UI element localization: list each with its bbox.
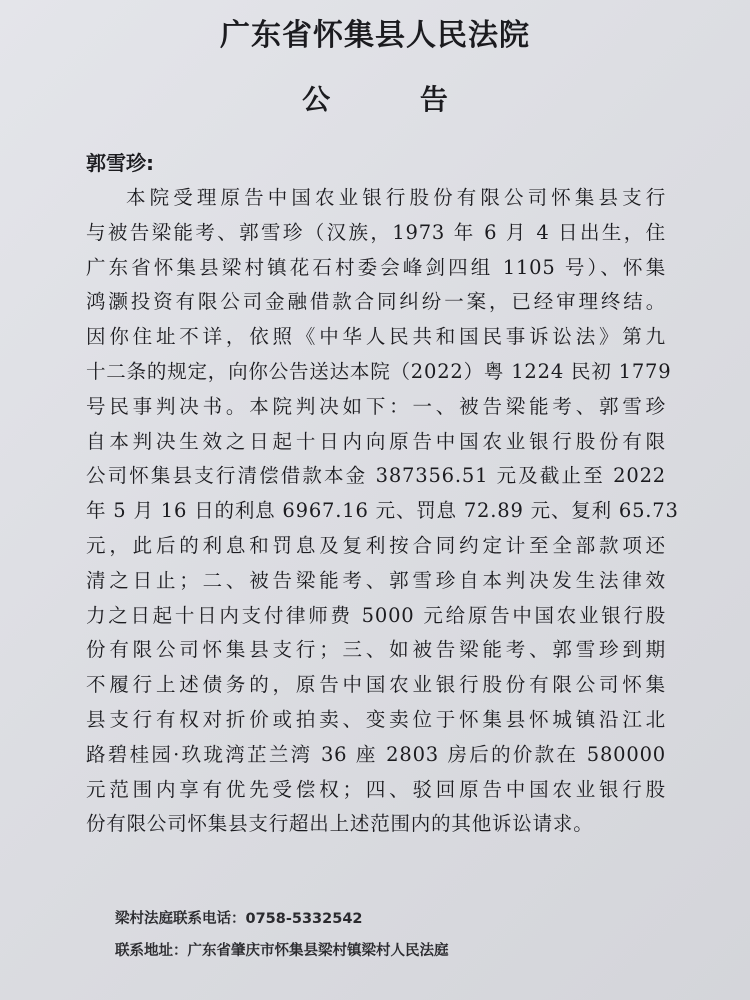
body-line: 号民事判决书。本院判决如下：一、被告梁能考、郭雪珍: [86, 394, 666, 418]
contact-address: 联系地址：广东省肇庆市怀集县梁村镇梁村人民法庭: [115, 943, 449, 959]
court-name-heading: 广东省怀集县人民法院: [220, 18, 530, 53]
body-line: 路碧桂园·玖珑湾芷兰湾 36 座 2803 房后的价款在 580000: [86, 742, 666, 766]
body-line: 自本判决生效之日起十日内向原告中国农业银行股份有限: [86, 429, 666, 453]
contact-phone: 梁村法庭联系电话：0758-5332542: [115, 911, 363, 927]
body-line: 公司怀集县支行清偿借款本金 387356.51 元及截止至 2022: [86, 464, 666, 488]
body-line: 因你住址不详，依照《中华人民共和国民事诉讼法》第九: [86, 325, 666, 349]
addressee: 郭雪珍:: [86, 151, 154, 175]
body-line: 广东省怀集县梁村镇花石村委会峰剑四组 1105 号）、怀集: [86, 255, 666, 279]
body-line: 不履行上述债务的，原告中国农业银行股份有限公司怀集: [86, 673, 666, 697]
body-line: 清之日止；二、被告梁能考、郭雪珍自本判决发生法律效: [86, 568, 666, 592]
body-line: 元，此后的利息和罚息及复利按合同约定计至全部款项还: [86, 533, 666, 557]
body-line: 十二条的规定，向你公告送达本院（2022）粤 1224 民初 1779: [86, 359, 672, 383]
body-line: 与被告梁能考、郭雪珍（汉族，1973 年 6 月 4 日出生，住: [86, 220, 666, 244]
body-line: 鸿灏投资有限公司金融借款合同纠纷一案，已经审理终结。: [86, 290, 666, 314]
body-line: 本院受理原告中国农业银行股份有限公司怀集县支行: [126, 186, 666, 209]
notice-body: [86, 181, 679, 842]
body-line: 份有限公司怀集县支行超出上述范围内的其他诉讼请求。: [86, 812, 594, 836]
notice-title: 公 告: [302, 83, 488, 116]
body-line: 份有限公司怀集县支行；三、如被告梁能考、郭雪珍到期: [86, 638, 666, 662]
body-line: 力之日起十日内支付律师费 5000 元给原告中国农业银行股: [86, 603, 666, 627]
body-line: 县支行有权对折价或拍卖、变卖位于怀集县怀城镇沿江北: [86, 707, 666, 731]
body-line: 元范围内享有优先受偿权；四、驳回原告中国农业银行股: [86, 777, 666, 801]
body-line: 年 5 月 16 日的利息 6967.16 元、罚息 72.89 元、复利 65.73: [86, 499, 679, 523]
